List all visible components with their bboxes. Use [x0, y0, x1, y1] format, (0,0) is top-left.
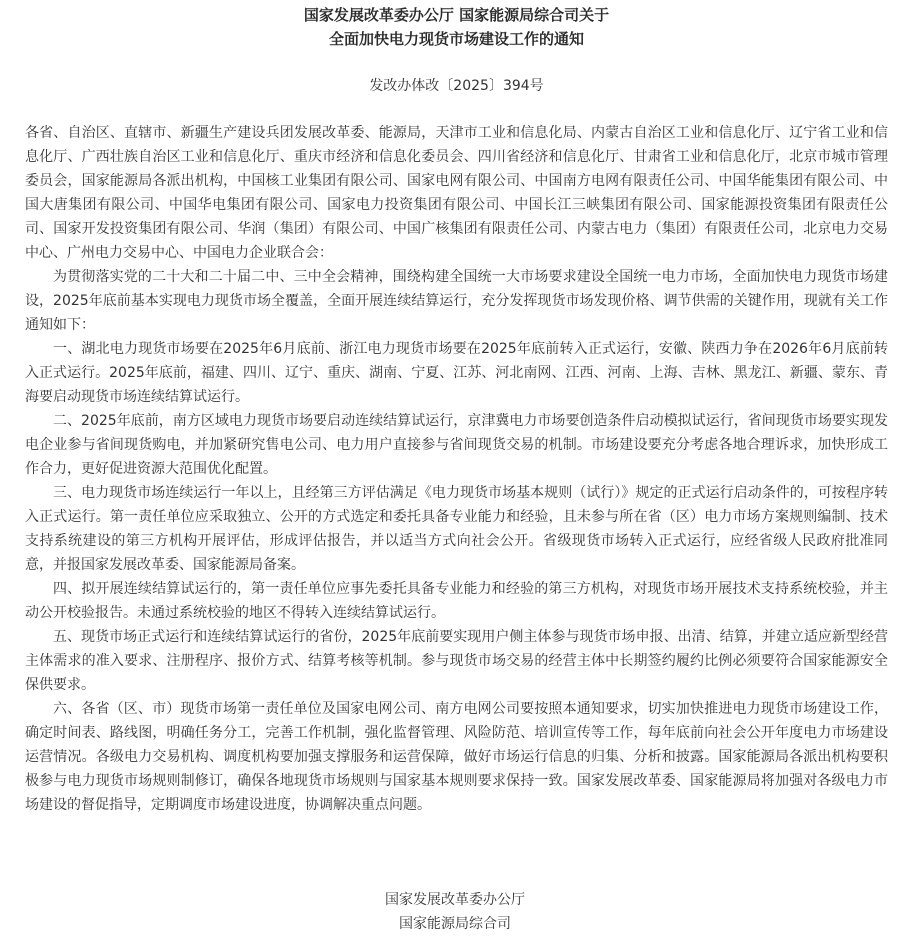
title-line-1: 国家发展改革委办公厅 国家能源局综合司关于 — [303, 6, 610, 24]
intro-paragraph: 为贯彻落实党的二十大和二十届二中、三中全会精神，围绕构建全国统一大市场要求建设全国统一电力市场，全面加快电力现货市场建设，2025年底前基本实现电力现货市场全覆盖，全面开展连续结算运行，充分发挥现货市场发现价格、调节供需的关键作用，现就有关工作通知如下： — [25, 269, 888, 333]
document-number: 发改办体改〔2025〕394号 — [369, 78, 544, 94]
signature-nea-office: 国家能源局综合司 — [399, 916, 511, 932]
item-3-paragraph: 三、电力现货市场连续运行一年以上，且经第三方评估满足《电力现货市场基本规则（试行）》规定的正式运行启动条件的，可按程序转入正式运行。第一责任单位应采取独立、公开的方式选定和委托具备专业能力和经验，且未参与所在省（区）电力市场方案规则编制、技术支持系统建设的第三方机构开展评估，形成评估报告，并以适当方式向社会公开。省级现货市场转入正式运行，应经省级人民政府批准同意，并报国家发展改革委、国家能源局备案。 — [25, 485, 888, 573]
item-4-paragraph: 四、拟开展连续结算试运行的，第一责任单位应事先委托具备专业能力和经验的第三方机构，对现货市场开展技术支持系统校验，并主动公开校验报告。未通过系统校验的地区不得转入连续结算试运行。 — [25, 581, 888, 621]
title-line-2: 全面加快电力现货市场建设工作的通知 — [328, 30, 584, 48]
document-title — [25, 0, 888, 51]
signature-ndrc-office: 国家发展改革委办公厅 — [385, 892, 525, 908]
item-1-paragraph: 一、湖北电力现货市场要在2025年6月底前、浙江电力现货市场要在2025年底前转入正式运行，安徽、陕西力争在2026年6月底前转入正式运行。2025年底前，福建、四川、辽宁、重庆、湖南、宁夏、江苏、河北南网、江西、河南、上海、吉林、黑龙江、新疆、蒙东、青海要启动现货市场连续结算试运行。 — [25, 341, 888, 405]
recipients-paragraph: 各省、自治区、直辖市、新疆生产建设兵团发展改革委、能源局，天津市工业和信息化局、内蒙古自治区工业和信息化厅、辽宁省工业和信息化厅、广西壮族自治区工业和信息化厅、重庆市经济和信息化委员会、四川省经济和信息化厅、甘肃省工业和信息化厅，北京市城市管理委员会，国家能源局各派出机构，中国核工业集团有限公司、国家电网有限公司、中国南方电网有限责任公司、中国华能集团有限公司、中国大唐集团有限公司、中国华电集团有限公司、国家电力投资集团有限公司、中国长江三峡集团有限公司、国家能源投资集团有限责任公司、国家开发投资集团有限公司、华润（集团）有限公司、中国广核集团有限责任公司、内蒙古电力（集团）有限责任公司，北京电力交易中心、广州电力交易中心、中国电力企业联合会： — [25, 125, 888, 261]
item-5-paragraph: 五、现货市场正式运行和连续结算试运行的省份，2025年底前要实现用户侧主体参与现货市场申报、出清、结算，并建立适应新型经营主体需求的准入要求、注册程序、报价方式、结算考核等机制。参与现货市场交易的经营主体中长期签约履约比例必须要符合国家能源安全保供要求。 — [25, 629, 888, 693]
item-2-paragraph: 二、2025年底前，南方区域电力现货市场要启动连续结算试运行，京津冀电力市场要创造条件启动模拟试运行，省间现货市场要实现发电企业参与省间现货购电，并加紧研究售电公司、电力用户直接参与省间现货交易的机制。市场建设要充分考虑各地合理诉求，加快形成工作合力，更好促进资源大范围优化配置。 — [25, 413, 888, 477]
item-6-paragraph: 六、各省（区、市）现货市场第一责任单位及国家电网公司、南方电网公司要按照本通知要求，切实加快推进电力现货市场建设工作，确定时间表、路线图，明确任务分工，完善工作机制，强化监督管理、风险防范、培训宣传等工作，每年底前向社会公开年度电力市场建设运营情况。各级电力交易机构、调度机构要加强支撑服务和运营保障，做好市场运行信息的归集、分析和披露。国家能源局各派出机构要积极参与电力现货市场规则制修订，确保各地现货市场规则与国家基本规则要求保持一致。国家发展改革委、国家能源局将加强对各级电力市场建设的督促指导，定期调度市场建设进度，协调解决重点问题。 — [25, 701, 888, 813]
